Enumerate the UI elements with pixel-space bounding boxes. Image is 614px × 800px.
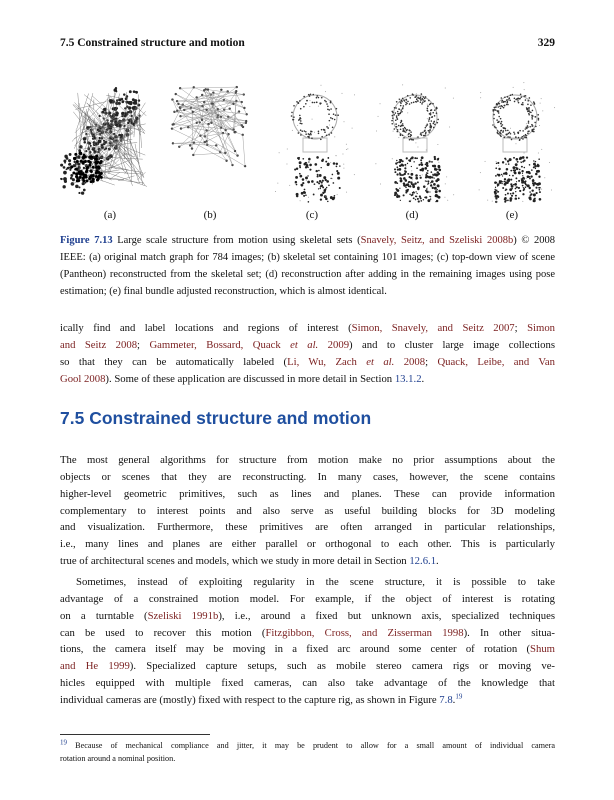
citation-link[interactable]: Fitzgibbon, Cross, and Zisserman 1998 xyxy=(265,626,464,639)
text-line xyxy=(60,469,555,486)
panel-label-b: (b) xyxy=(203,209,217,221)
text-run: The most general algorithms for structure from motion make no prior assumptions about the xyxy=(60,454,555,466)
citation-link[interactable]: 2009 xyxy=(318,338,350,351)
panel-c-top-down-view xyxy=(275,85,355,203)
text-run: complementary to interest points and also serve as useful building blocks for 3D modeling xyxy=(60,504,555,517)
footnote-marker[interactable]: 19 xyxy=(60,738,67,747)
figure-7-13-images xyxy=(52,72,564,210)
text-line xyxy=(60,625,555,642)
citation-link[interactable]: Simon xyxy=(527,322,556,334)
citation-link[interactable]: Szeliski 1991b xyxy=(147,609,219,622)
text-line xyxy=(60,739,555,752)
body-paragraph-2 xyxy=(60,574,555,709)
figure-label: Figure 7.13 xyxy=(60,235,113,246)
citation-link[interactable]: Shum xyxy=(530,643,555,656)
text-run: true of architectural scenes and models, which we study in more detail in Section xyxy=(60,555,410,568)
text-run: IEEE: (a) original match graph for 784 images; (b) skeletal set containing 101 images; (c) top-down view of scene xyxy=(60,252,555,263)
citation-link[interactable]: Gammeter, Bossard, Quack xyxy=(149,338,291,351)
citation-link[interactable]: Simon, Snavely, and Seitz 2007 xyxy=(351,322,515,334)
text-line xyxy=(60,658,555,675)
text-line xyxy=(60,452,555,469)
footnote xyxy=(60,739,555,765)
text-run: Large scale structure from motion using skeletal sets ( xyxy=(112,235,361,246)
cross-reference-link[interactable]: 7.8 xyxy=(439,693,453,706)
cross-reference-link[interactable]: 13.1.2 xyxy=(394,372,422,385)
text-run: Because of mechanical compliance and jitter, it may be prudent to allow for a small amount of individual camera xyxy=(67,741,555,750)
text-run: hicles equipped with multiple fixed cameras, can also take advantage of the knowledge that xyxy=(60,677,555,690)
text-run: ), i.e., around a fixed but unknown axis, specialized techniques xyxy=(218,609,555,622)
text-run: ). Specialized capture setups, such as mobile stereo camera rigs or moving ve- xyxy=(129,660,555,673)
panel-e-bundle-adjusted xyxy=(479,82,555,203)
header-section-title: 7.5 Constrained structure and motion xyxy=(60,37,245,49)
panel-label-e: (e) xyxy=(505,209,519,221)
citation-link[interactable]: Quack, Leibe, and Van xyxy=(437,355,555,368)
text-line xyxy=(60,249,555,266)
citation-link[interactable]: Gool 2008 xyxy=(60,372,106,385)
text-run: Sometimes, instead of exploiting regularity in the scene structure, it is possible to take xyxy=(60,576,555,588)
figure-caption xyxy=(60,232,555,300)
text-line xyxy=(60,354,555,371)
citation-link[interactable]: and Seitz 2008 xyxy=(60,338,138,351)
text-run: ) and to cluster large image collections xyxy=(349,338,555,351)
text-line xyxy=(60,641,555,658)
panel-label-a: (a) xyxy=(103,209,117,221)
panel-d-reconstruction xyxy=(375,84,454,202)
text-run: and visualization. Furthermore, these primitives are often arranged in particular relationships, xyxy=(60,521,555,534)
text-run: i.e., many lines and planes are either parallel or orthogonal to each other. This is particularly xyxy=(60,538,555,551)
citation-link[interactable]: 2008 xyxy=(394,355,426,368)
text-line xyxy=(60,232,555,249)
text-run: (Pantheon) reconstructed from the skeletal set; (d) reconstruction after adding in the remaining images using pose xyxy=(60,269,555,280)
text-line xyxy=(60,692,555,709)
text-run: on a turntable ( xyxy=(60,609,148,622)
text-run: ). In other situa- xyxy=(463,626,555,639)
text-line xyxy=(60,503,555,520)
text-run: rotation around a nominal position. xyxy=(60,754,176,763)
body-paragraph-1 xyxy=(60,452,555,570)
text-run: can be used to recover this motion ( xyxy=(60,626,266,639)
text-run: individual cameras are (mostly) fixed with respect to the capture rig, as shown in Figure xyxy=(60,693,440,706)
running-header xyxy=(60,37,555,49)
section-heading: 7.5 Constrained structure and motion xyxy=(60,408,372,428)
intro-paragraph xyxy=(60,320,555,387)
footnote-rule xyxy=(60,734,210,735)
text-line xyxy=(60,536,555,553)
text-line xyxy=(60,486,555,503)
page-number: 329 xyxy=(537,37,555,49)
citation-link[interactable]: Snavely, Seitz, and Szeliski 2008b xyxy=(360,235,514,246)
text-run: ; xyxy=(137,338,150,351)
footnote-marker[interactable]: 19 xyxy=(455,692,463,701)
text-line xyxy=(60,608,555,625)
text-line xyxy=(60,337,555,354)
text-line xyxy=(60,591,555,608)
text-run: ; xyxy=(514,322,528,334)
text-line xyxy=(60,266,555,283)
text-run: higher-level geometric primitives, such as lines and planes. These can provide information xyxy=(60,487,555,500)
text-line xyxy=(60,752,555,765)
citation-link[interactable]: et al. xyxy=(290,338,319,351)
cross-reference-link[interactable]: 12.6.1 xyxy=(409,555,437,568)
text-run: . xyxy=(436,555,439,568)
text-run: . xyxy=(452,693,456,706)
panel-a-match-graph xyxy=(60,87,147,195)
panel-label-c: (c) xyxy=(305,209,319,221)
text-line xyxy=(60,675,555,692)
text-line xyxy=(60,574,555,591)
text-run: tions, the camera itself may be moving in a fixed arc around some center of rotation ( xyxy=(60,643,531,656)
citation-link[interactable]: et al. xyxy=(366,355,395,368)
text-run: ) © 2008 xyxy=(513,235,555,246)
text-run: ; xyxy=(425,355,438,368)
text-run: objects or scenes that they are reconstructing. In many cases, however, the scene contains xyxy=(60,470,555,483)
text-run: advantage of a constrained motion model. For example, if the object of interest is rotating xyxy=(60,592,555,605)
text-line xyxy=(60,283,555,300)
panel-b-skeletal-set xyxy=(171,86,248,167)
text-run: so that they can be automatically labeled ( xyxy=(60,355,288,368)
citation-link[interactable]: Li, Wu, Zach xyxy=(287,355,367,368)
text-run: ically find and label locations and regions of interest ( xyxy=(60,322,352,334)
text-run: . xyxy=(421,372,425,385)
text-run: ). Some of these application are discussed in more detail in Section xyxy=(105,372,395,385)
citation-link[interactable]: and He 1999 xyxy=(60,660,130,673)
text-line xyxy=(60,519,555,536)
text-line xyxy=(60,371,555,388)
panel-label-d: (d) xyxy=(405,209,419,221)
text-line xyxy=(60,553,555,570)
text-line xyxy=(60,320,555,337)
text-run: estimation; (e) final bundle adjusted reconstruction, which is almost identical. xyxy=(60,286,387,297)
